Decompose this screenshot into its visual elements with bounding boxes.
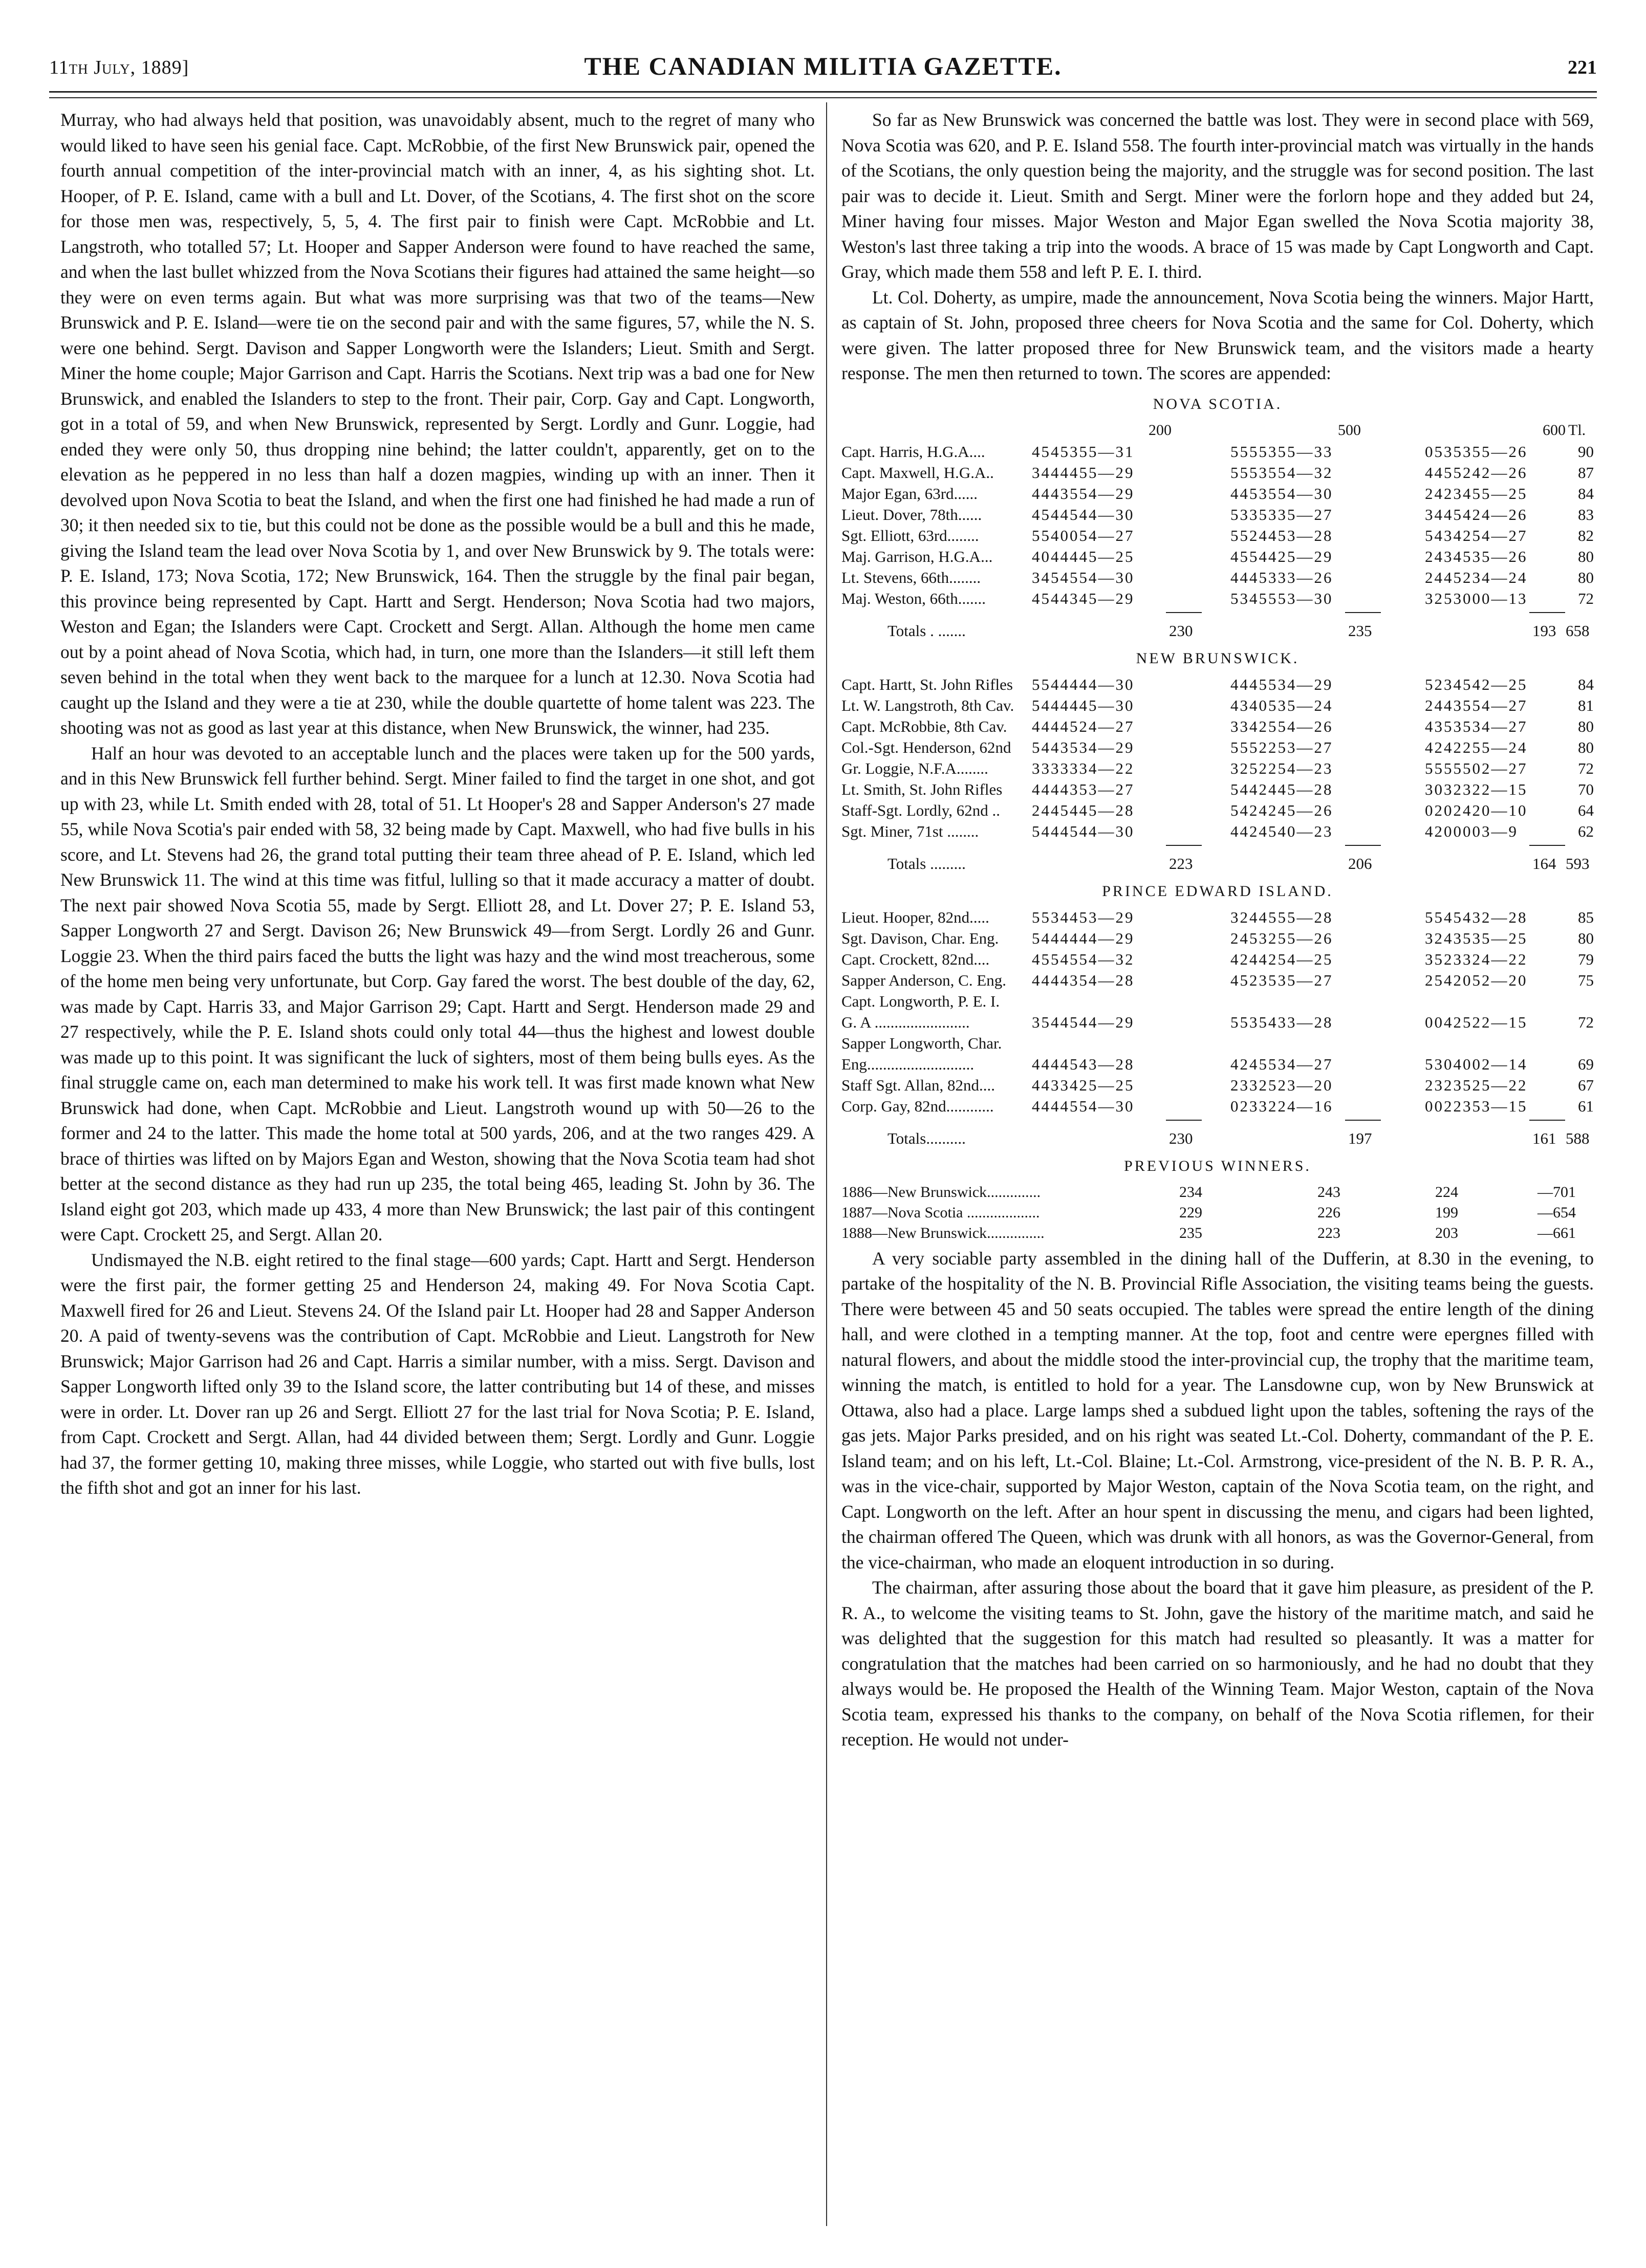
score-500: 4554425—29 (1230, 547, 1333, 565)
score-600: 0022353—15 (1425, 1097, 1528, 1115)
shooter-name: G. A ........................ (841, 1013, 970, 1031)
score-row (841, 991, 1594, 1012)
score-total: 84 (1578, 484, 1594, 503)
score-total: 84 (1578, 675, 1594, 693)
score-200: 4444353—27 (1032, 780, 1135, 798)
distance-label: Tl. (1568, 421, 1586, 439)
total-t1: 223 (1169, 854, 1193, 873)
score-600: 0202420—10 (1425, 801, 1528, 819)
right-column (841, 107, 1594, 1753)
score-total: 80 (1578, 717, 1594, 735)
score-row (841, 441, 1594, 462)
distance-label: 600 (1543, 421, 1566, 439)
total-t2: 206 (1348, 854, 1372, 873)
score-row (841, 1054, 1594, 1075)
shooter-name: Capt. Harris, H.G.A.... (841, 442, 985, 461)
totals-rule (1166, 845, 1202, 846)
score-600: 2542052—20 (1425, 971, 1528, 989)
total-t2: 197 (1348, 1129, 1372, 1147)
score-600: 4353534—27 (1425, 717, 1528, 735)
score-600: 0042522—15 (1425, 1013, 1528, 1031)
previous-b: 243 (1317, 1183, 1340, 1201)
score-200: 4444543—28 (1032, 1055, 1135, 1073)
total-t: 593 (1566, 854, 1590, 873)
previous-winner-row (841, 1223, 1594, 1243)
score-500: 0233224—16 (1230, 1097, 1333, 1115)
shooter-name: Staff-Sgt. Lordly, 62nd .. (841, 801, 1000, 819)
left-column (60, 107, 815, 1501)
score-500: 5524453—28 (1230, 526, 1333, 544)
previous-a: 235 (1179, 1224, 1202, 1241)
previous-label: 1888—New Brunswick............... (841, 1224, 1045, 1241)
shooter-name: Lt. W. Langstroth, 8th Cav. (841, 696, 1014, 714)
score-500: 4244254—25 (1230, 950, 1333, 968)
score-500: 5552253—27 (1230, 738, 1333, 756)
score-200: 5444444—29 (1032, 929, 1135, 947)
distance-label: 200 (1149, 421, 1172, 439)
score-600: 5434254—27 (1425, 526, 1528, 544)
totals-rule (1529, 1120, 1565, 1121)
score-row (841, 546, 1594, 567)
shooter-name: Lt. Stevens, 66th........ (841, 568, 981, 586)
score-500: 3342554—26 (1230, 717, 1333, 735)
previous-label: 1887—Nova Scotia ................... (841, 1204, 1040, 1221)
score-500: 5553554—32 (1230, 463, 1333, 482)
score-200: 2445445—28 (1032, 801, 1135, 819)
total-t3: 164 (1532, 854, 1556, 873)
score-500: 4523535—27 (1230, 971, 1333, 989)
score-500: 5535433—28 (1230, 1013, 1333, 1031)
previous-c: 203 (1435, 1224, 1458, 1241)
score-total: 67 (1578, 1076, 1594, 1094)
score-200: 4444554—30 (1032, 1097, 1135, 1115)
previous-winners-title: PREVIOUS WINNERS. (1124, 1157, 1311, 1174)
score-500: 3252254—23 (1230, 759, 1333, 777)
distance-header (841, 420, 1594, 441)
shooter-name: Lt. Smith, St. John Rifles (841, 780, 1003, 798)
previous-t: —701 (1537, 1183, 1576, 1201)
score-row (841, 716, 1594, 737)
score-500: 5442445—28 (1230, 780, 1333, 798)
score-total: 80 (1578, 738, 1594, 756)
totals-rule (1345, 845, 1381, 846)
score-total: 72 (1578, 589, 1594, 607)
score-600: 3445424—26 (1425, 505, 1528, 524)
score-200: 5444445—30 (1032, 696, 1135, 714)
shooter-name: Corp. Gay, 82nd............ (841, 1097, 994, 1115)
totals-label: Totals.......... (887, 1129, 966, 1147)
score-200: 5444544—30 (1032, 822, 1135, 840)
total-t: 588 (1566, 1129, 1590, 1147)
distance-label: 500 (1338, 421, 1361, 439)
totals-rule (1345, 1120, 1381, 1121)
score-500: 2332523—20 (1230, 1076, 1333, 1094)
score-600: 2445234—24 (1425, 568, 1528, 586)
score-500: 5424245—26 (1230, 801, 1333, 819)
score-500: 4445333—26 (1230, 568, 1333, 586)
column-divider (826, 102, 827, 2226)
header-rule-secondary (49, 97, 1597, 98)
team-title: NOVA SCOTIA. (1153, 395, 1283, 412)
totals-rule (1166, 612, 1202, 613)
score-row (841, 949, 1594, 970)
total-t1: 230 (1169, 1129, 1193, 1147)
totals-rule (1529, 612, 1565, 613)
total-t3: 161 (1532, 1129, 1556, 1147)
shooter-name: Lieut. Hooper, 82nd..... (841, 908, 989, 926)
shooter-name: Eng........................... (841, 1055, 974, 1073)
score-200: 4545355—31 (1032, 442, 1135, 461)
total-t: 658 (1566, 621, 1590, 640)
score-600: 5555502—27 (1425, 759, 1528, 777)
article-paragraph: Undismayed the N.B. eight retired to the final stage—600 yards; Capt. Hartt and Sergt. Henderson were the first pair, the former getting 25 and Henderson 24, making 49. For Nova Scotia Capt. Maxwell fired for 26 and Lieut. Stevens 24. Of the Island pair Lt. Hooper had 28 and Sapper Anderson 20. A paid of twenty-sevens was the contribution of Capt. McRobbie and Lieut. Langstroth for New Brunswick; Major Garrison had 26 and Capt. Harris a similar number, with a miss. Sergt. Davison and Sapper Longworth lifted only 39 to the Island score, the latter contributing but 14 of these, and misses were in order. Lt. Dover ran up 26 and Sergt. Elliott 27 for the last trial for Nova Scotia; P. E. Island, from Capt. Crockett and Sergt. Allan, had 44 divided between them; Sergt. Lordly and Gunr. Loggie had 37, the former getting 10, making three misses, while Loggie, who started out with five bulls, lost the fifth shot and got an inner for his last. (60, 1249, 815, 1498)
previous-t: —654 (1537, 1204, 1576, 1221)
score-total: 61 (1578, 1097, 1594, 1115)
score-200: 3333334—22 (1032, 759, 1135, 777)
score-row (841, 483, 1594, 504)
score-row (841, 737, 1594, 758)
previous-a: 234 (1179, 1183, 1202, 1201)
score-200: 4444524—27 (1032, 717, 1135, 735)
previous-winners-table (841, 1182, 1594, 1243)
score-500: 5345553—30 (1230, 589, 1333, 607)
score-total: 64 (1578, 801, 1594, 819)
score-500: 4340535—24 (1230, 696, 1333, 714)
score-total: 79 (1578, 950, 1594, 968)
total-t3: 193 (1532, 621, 1556, 640)
score-row (841, 674, 1594, 695)
total-t2: 235 (1348, 621, 1372, 640)
score-row (841, 1096, 1594, 1117)
totals-rule (1529, 845, 1565, 846)
shooter-name: Major Egan, 63rd...... (841, 484, 978, 503)
score-600: 3243535—25 (1425, 929, 1528, 947)
score-600: 2323525—22 (1425, 1076, 1528, 1094)
previous-winner-row (841, 1202, 1594, 1223)
article-paragraph: A very sociable party assembled in the dining hall of the Dufferin, at 8.30 in the evening, to partake of the hospitality of the N. B. Provincial Rifle Association, the visiting teams being the guests. There were between 45 and 50 seats occupied. The tables were spread the entire length of the dining hall, and were clothed in a tempting manner. At the top, foot and centre were epergnes filled with natural flowers, and about the middle stood the inter-provincial cup, the trophy that the maritime team, winning the match, is entitled to hold for a year. The Lansdowne cup, won by New Brunswick at Ottawa, also had a place. Large lamps shed a subdued light upon the tables, softening the rays of the gas jets. Major Parks presided, and on his right was seated Lt.-Col. Doherty, commandant of the P. E. Island team; and on his left, Lt.-Col. Blaine; Lt.-Col. Armstrong, vice-president of the N. B. P. R. A., was in the vice-chair, supported by Major Weston, captain of the Nova Scotia team, on the right, and Capt. Longworth on the left. After an hour spent in discussing the menu, and cigars had been lighted, the chairman offered The Queen, which was drunk with all honors, as was the Governor-General, from the vice-chairman, who made an eloquent introduction in so during. (841, 1248, 1594, 1573)
score-total: 72 (1578, 759, 1594, 777)
team-title: PRINCE EDWARD ISLAND. (1102, 882, 1333, 900)
shooter-name: Col.-Sgt. Henderson, 62nd (841, 738, 1011, 756)
issue-date: 11th July, 1889] (49, 57, 189, 78)
shooter-name: Gr. Loggie, N.F.A........ (841, 759, 988, 777)
score-tables (841, 394, 1594, 1243)
score-500: 4453554—30 (1230, 484, 1333, 503)
score-row (841, 821, 1594, 842)
totals-label: Totals . ....... (887, 621, 966, 640)
shooter-name: Sgt. Miner, 71st ........ (841, 822, 979, 840)
score-row (841, 970, 1594, 991)
score-row (841, 567, 1594, 588)
score-200: 4444354—28 (1032, 971, 1135, 989)
score-200: 5544444—30 (1032, 675, 1135, 693)
score-200: 4443554—29 (1032, 484, 1135, 503)
previous-c: 199 (1435, 1204, 1458, 1221)
score-row (841, 1033, 1594, 1054)
shooter-name: Sapper Longworth, Char. (841, 1034, 1002, 1052)
article-paragraph: So far as New Brunswick was concerned the battle was lost. They were in second place with 569, Nova Scotia was 620, and P. E. Island 558. The fourth inter-provincial match was virtually in the hands of the Scotians, the only question being the majority, and the struggle was for second position. The last pair was to decide it. Lieut. Smith and Sergt. Miner were the forlorn hope and they added but 24, Miner having four misses. Major Weston and Major Egan swelled the Nova Scotia majority 38, Weston's last three taking a trip into the woods. A brace of 15 was made by Capt Longworth and Capt. Gray, which made them 558 and left P. E. I. third. (841, 110, 1594, 282)
score-row (841, 779, 1594, 800)
total-t1: 230 (1169, 621, 1193, 640)
score-row (841, 695, 1594, 716)
score-500: 2453255—26 (1230, 929, 1333, 947)
shooter-name: Staff Sgt. Allan, 82nd.... (841, 1076, 995, 1094)
score-600: 4455242—26 (1425, 463, 1528, 482)
score-total: 81 (1578, 696, 1594, 714)
score-600: 3253000—13 (1425, 589, 1528, 607)
score-row (841, 462, 1594, 483)
score-600: 5234542—25 (1425, 675, 1528, 693)
score-row (841, 504, 1594, 525)
score-row (841, 525, 1594, 546)
score-500: 4245534—27 (1230, 1055, 1333, 1073)
shooter-name: Maj. Garrison, H.G.A... (841, 547, 993, 565)
score-600: 5304002—14 (1425, 1055, 1528, 1073)
previous-a: 229 (1179, 1204, 1202, 1221)
score-500: 4424540—23 (1230, 822, 1333, 840)
previous-label: 1886—New Brunswick.............. (841, 1183, 1041, 1201)
score-row (841, 758, 1594, 779)
score-total: 90 (1578, 442, 1594, 461)
score-total: 75 (1578, 971, 1594, 989)
totals-row (841, 845, 1594, 876)
score-600: 5545432—28 (1425, 908, 1528, 926)
shooter-name: Lieut. Dover, 78th...... (841, 505, 982, 524)
score-row (841, 928, 1594, 949)
previous-t: —661 (1537, 1224, 1576, 1241)
score-500: 3244555—28 (1230, 908, 1333, 926)
score-600: 3523324—22 (1425, 950, 1528, 968)
page-header (49, 51, 1597, 87)
score-600: 2423455—25 (1425, 484, 1528, 503)
totals-row (841, 1120, 1594, 1150)
shooter-name: Sapper Anderson, C. Eng. (841, 971, 1007, 989)
previous-b: 223 (1317, 1224, 1340, 1241)
score-total: 85 (1578, 908, 1594, 926)
score-total: 80 (1578, 547, 1594, 565)
shooter-name: Sgt. Davison, Char. Eng. (841, 929, 999, 947)
score-row (841, 1075, 1594, 1096)
score-200: 4554554—32 (1032, 950, 1135, 968)
article-paragraph: Murray, who had always held that position, was unavoidably absent, much to the regret of many who would liked to have seen his genial face. Capt. McRobbie, of the first New Brunswick pair, opened the fourth annual competition of the inter-provincial match with an inner, 4, as his sighting shot. Lt. Hooper, of P. E. Island, came with a bull and Lt. Dover, of the Scotians, 4. The first shot on the score for those men was, respectively, 5, 5, 4. The first pair to finish were Capt. McRobbie and Lt. Langstroth, who totalled 57; Lt. Hooper and Sapper Anderson were found to have reached the same, and when the last bullet whizzed from the Nova Scotians their figures had attained the same height—so they were on even terms again. But what was more surprising was that two of the teams—New Brunswick and P. E. Island—were tie on the second pair and with the same figures, 57, while the N. S. were one behind. Sergt. Davison and Sapper Longworth were the Islanders; Lieut. Smith and Sergt. Miner the home couple; Major Garrison and Capt. Harris the Scotians. Next trip was a bad one for New Brunswick, and enabled the Islanders to step to the front. Their pair, Corp. Gay and Capt. Longworth, got in a total of 59, and when New Brunswick, represented by Sergt. Lordly and Gunr. Loggie, had ended they were only 50, thus dropping nine behind; the latter couldn't, apparently, get on to the elevation as he peppered in no less than half a dozen magpies, winding up with an inner. Then it devolved upon Nova Scotia to beat the Island, and when the first one had finished he had made a run of 30; it then needed six to tie, but this could not be done as the possible would be a bull and this he made, giving the Island team the lead over Nova Scotia by 1, and over New Brunswick by 9. The totals were: P. E. Island, 173; Nova Scotia, 172; New Brunswick, 164. Then the struggle by the final pair began, this province being represented by Capt. Hartt and Sergt. Henderson; Nova Scotia had two majors, Weston and Egan; the Islanders were Capt. Crockett and Sergt. Allan. Although the home men came out by a point ahead of Nova Scotia, which had, in turn, one more than the Islanders—it still left them seven behind in the total when they went back to the marquee for a lunch at 12.30. Nova Scotia had caught up the Island and they were a tie at 230, while the double quartette of home talent was 223. The shooting was not as good as last year at this distance, when New Brunswick, the winner, had 235. (60, 110, 815, 738)
totals-rule (1166, 1120, 1202, 1121)
score-total: 87 (1578, 463, 1594, 482)
article-paragraph: Lt. Col. Doherty, as umpire, made the announcement, Nova Scotia being the winners. Major Hartt, as captain of St. John, proposed three cheers for Nova Scotia and the same for Col. Doherty, which were given. The latter proposed three for New Brunswick team, and the visitors made a hearty response. The men then returned to town. The scores are appended: (841, 287, 1594, 383)
score-total: 70 (1578, 780, 1594, 798)
score-total: 82 (1578, 526, 1594, 544)
score-600: 0535355—26 (1425, 442, 1528, 461)
shooter-name: Capt. Longworth, P. E. I. (841, 992, 1000, 1010)
score-row (841, 1012, 1594, 1033)
score-row (841, 588, 1594, 609)
score-200: 5443534—29 (1032, 738, 1135, 756)
header-rule (49, 91, 1597, 93)
score-200: 4433425—25 (1032, 1076, 1135, 1094)
score-500: 5335335—27 (1230, 505, 1333, 524)
previous-c: 224 (1435, 1183, 1458, 1201)
score-200: 4044445—25 (1032, 547, 1135, 565)
score-total: 80 (1578, 568, 1594, 586)
score-500: 5555355—33 (1230, 442, 1333, 461)
shooter-name: Sgt. Elliott, 63rd........ (841, 526, 979, 544)
shooter-name: Maj. Weston, 66th....... (841, 589, 986, 607)
score-row (841, 800, 1594, 821)
score-total: 80 (1578, 929, 1594, 947)
score-row (841, 907, 1594, 928)
score-600: 3032322—15 (1425, 780, 1528, 798)
score-total: 83 (1578, 505, 1594, 524)
team-title: NEW BRUNSWICK. (1136, 649, 1300, 667)
totals-label: Totals ......... (887, 854, 966, 873)
totals-rule (1345, 612, 1381, 613)
score-200: 5540054—27 (1032, 526, 1135, 544)
previous-b: 226 (1317, 1204, 1340, 1221)
score-600: 4242255—24 (1425, 738, 1528, 756)
totals-row (841, 612, 1594, 643)
shooter-name: Capt. Hartt, St. John Rifles (841, 675, 1013, 693)
score-600: 4200003—9 (1425, 822, 1518, 840)
score-total: 72 (1578, 1013, 1594, 1031)
masthead-title: THE CANADIAN MILITIA GAZETTE. (584, 52, 1062, 80)
score-total: 62 (1578, 822, 1594, 840)
score-200: 3544544—29 (1032, 1013, 1135, 1031)
shooter-name: Capt. Crockett, 82nd.... (841, 950, 990, 968)
previous-winner-row (841, 1182, 1594, 1202)
article-paragraph: Half an hour was devoted to an acceptable lunch and the places were taken up for the 500 yards, and in this New Brunswick fell further behind. Sergt. Miner failed to find the target in one shot, and got up with 23, while Lt. Smith ended with 28, total of 51. Lt Hooper's 28 and Sapper Anderson's 27 made 55, while Nova Scotia's pair ended with 58, 32 being made by Capt. Maxwell, who had five bulls in his score, and Lt. Stevens had 26, the grand total putting their team three ahead of P. E. Island, which led New Brunswick 11. The wind at this time was fitful, lulling so that it made accuracy a matter of doubt. The next pair showed Nova Scotia 55, made by Sergt. Elliott 28, and Lt. Dover 27; P. E. Island 53, Sapper Longworth 27 and Sergt. Davison 26; New Brunswick 49—from Sergt. Lordly 26 and Gunr. Loggie 23. When the third pairs faced the butts the light was hazy and the wind most treacherous, some of the home men being very unfortunate, but Corp. Gay fared the worst. The best double of the day, 62, was made by Capt. Harris 33, and Major Garrison 29; Capt. Hartt and Sergt. Henderson made 29 and 27 respectively, while the P. E. Island shots could only total 44—thus the highest and lowest double was made up to this point. It was significant the luck of sighters, most of them being bulls eyes. As the final struggle came on, each man determined to make his work tell. It was first made known what New Brunswick had done, when Capt. McRobbie and Lieut. Langstroth wound up with 50—26 to the former and 24 to the latter. This made the home total at 500 yards, 206, and at the two ranges 429. A brace of thirties was lifted on by Majors Egan and Weston, showing that the Nova Scotia team had shot better at the second distance as they had run up 235, the total being 465, leading St. John by 36. The Island eight got 203, which made up 433, 4 more than New Brunswick; the last pair of this contingent were Capt. Crockett 25, and Sergt. Allan 20. (60, 743, 815, 1245)
score-500: 4445534—29 (1230, 675, 1333, 693)
page-number: 221 (1568, 57, 1597, 78)
score-200: 4544345—29 (1032, 589, 1135, 607)
score-600: 2443554—27 (1425, 696, 1528, 714)
score-total: 69 (1578, 1055, 1594, 1073)
team-score-tables (841, 394, 1594, 1150)
score-200: 3454554—30 (1032, 568, 1135, 586)
score-200: 4544544—30 (1032, 505, 1135, 524)
shooter-name: Capt. McRobbie, 8th Cav. (841, 717, 1007, 735)
score-600: 2434535—26 (1425, 547, 1528, 565)
score-200: 5534453—29 (1032, 908, 1135, 926)
article-paragraph: The chairman, after assuring those about the board that it gave him pleasure, as president of the P. R. A., to welcome the visiting teams to St. John, gave the history of the maritime match, and said he was delighted that the suggestion for this match had resulted so pleasantly. It was a matter for congratulation that the matches had been carried on so harmoniously, and he had no doubt that they always would be. He proposed the Health of the Winning Team. Major Weston, captain of the Nova Scotia team, expressed his thanks to the company, on behalf of the Nova Scotia riflemen, for their reception. He would not under- (841, 1577, 1594, 1750)
score-200: 3444455—29 (1032, 463, 1135, 482)
shooter-name: Capt. Maxwell, H.G.A.. (841, 463, 994, 482)
